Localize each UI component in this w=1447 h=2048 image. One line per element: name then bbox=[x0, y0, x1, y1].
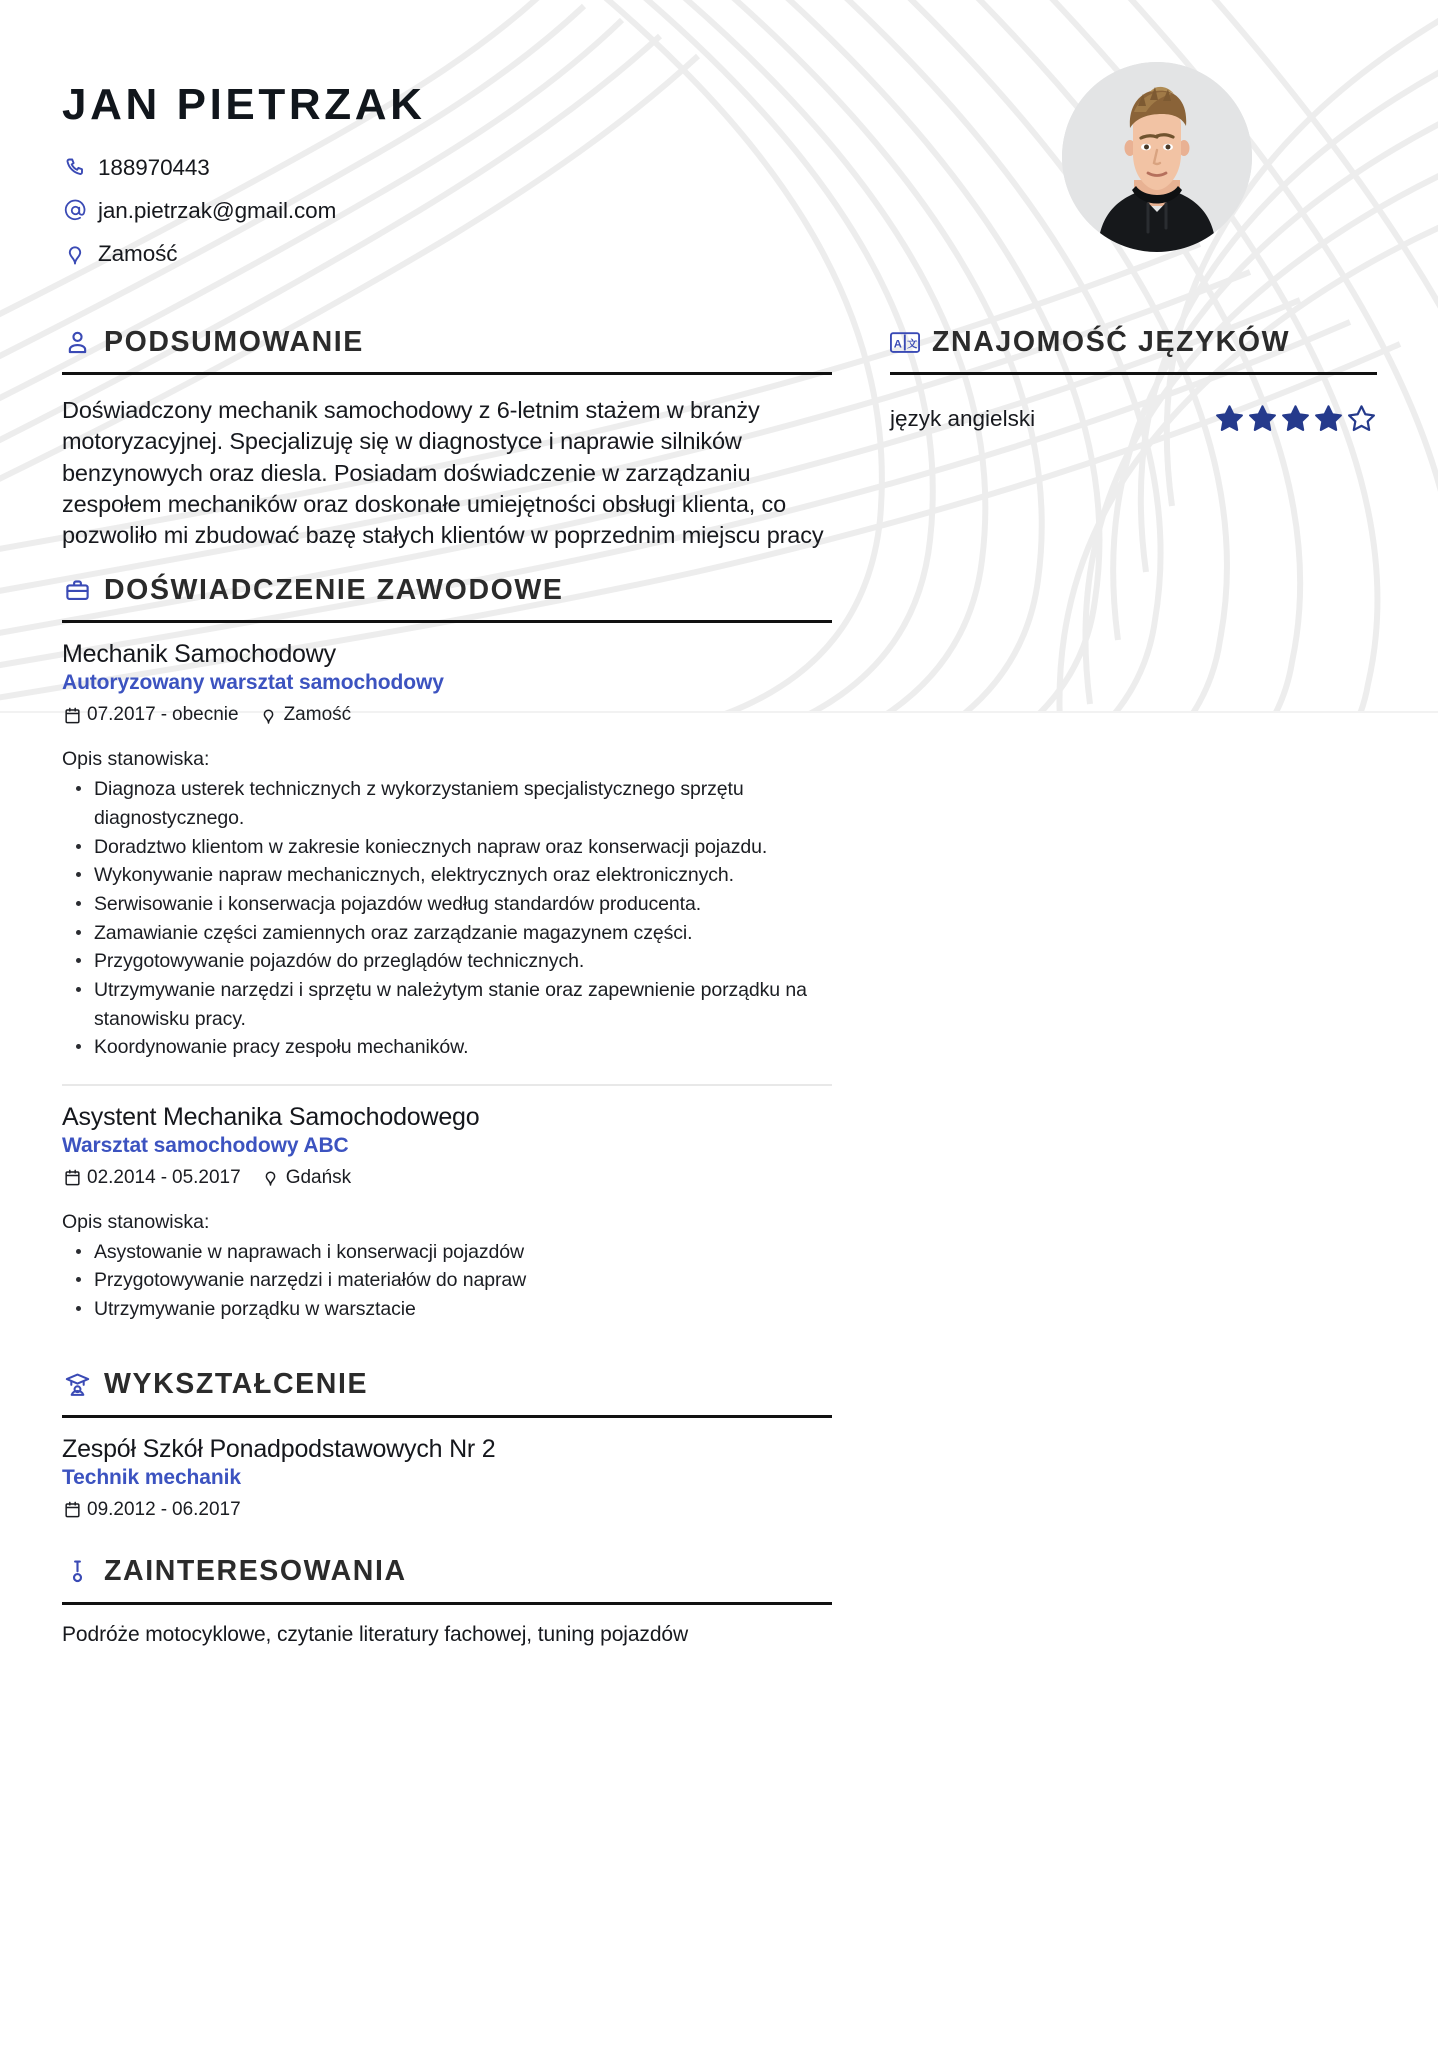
section-rule bbox=[62, 372, 832, 375]
svg-text:A: A bbox=[893, 338, 902, 351]
job-company: Autoryzowany warsztat samochodowy bbox=[62, 671, 444, 695]
section-rule bbox=[62, 1602, 832, 1605]
star-icon bbox=[1313, 403, 1344, 434]
calendar-icon bbox=[62, 1168, 82, 1188]
education-date-to: 06.2017 bbox=[172, 1498, 241, 1520]
star-icon bbox=[1247, 403, 1278, 434]
contact-location bbox=[62, 232, 1447, 275]
avatar bbox=[1062, 62, 1252, 252]
section-title-summary: PODSUMOWANIE bbox=[104, 325, 364, 358]
email-icon bbox=[62, 198, 88, 224]
list-item: Utrzymywanie narzędzi i sprzętu w należytym stanie oraz zapewnienie porządku na stanowisku pracy. bbox=[62, 976, 832, 1033]
person-icon bbox=[62, 327, 92, 357]
job-date-to: obecnie bbox=[172, 704, 239, 726]
language-item bbox=[890, 403, 1377, 434]
list-item: Zamawianie części zamiennych oraz zarządzanie magazynem części. bbox=[62, 919, 832, 948]
education-dates bbox=[62, 1499, 241, 1521]
briefcase-icon bbox=[62, 575, 92, 605]
star-icon bbox=[1280, 403, 1311, 434]
calendar-icon bbox=[62, 1500, 82, 1520]
star-outline-icon bbox=[1346, 403, 1377, 434]
interests-text: Podróże motocyklowe, czytanie literatury fachowej, tuning pojazdów bbox=[62, 1622, 689, 1646]
section-experience bbox=[62, 569, 832, 1324]
study-field: Technik mechanik bbox=[62, 1465, 241, 1489]
job-date-sep: - bbox=[160, 704, 168, 726]
page-title: JAN PIETRZAK bbox=[62, 80, 426, 129]
svg-text:文: 文 bbox=[906, 338, 918, 351]
job-date-from: 07.2017 bbox=[87, 704, 156, 726]
education-date-sep: - bbox=[160, 1498, 168, 1520]
education-date-from: 09.2012 bbox=[87, 1498, 156, 1520]
section-interests bbox=[62, 1551, 832, 1647]
job-date-from: 02.2014 bbox=[87, 1166, 156, 1188]
section-title-interests: ZAINTERESOWANIA bbox=[104, 1555, 407, 1588]
page-right-margin bbox=[1438, 0, 1447, 2048]
job-dates bbox=[62, 1167, 241, 1189]
job-date-to: 05.2017 bbox=[172, 1166, 241, 1188]
job-location-value: Zamość bbox=[283, 704, 352, 726]
cv-header bbox=[0, 0, 1447, 275]
email-value: jan.pietrzak@gmail.com bbox=[98, 197, 337, 223]
graduation-cap-icon bbox=[62, 1370, 92, 1400]
list-item: Serwisowanie i konserwacja pojazdów według standardów producenta. bbox=[62, 890, 832, 919]
list-item: Asystowanie w naprawach i konserwacji pojazdów bbox=[62, 1238, 832, 1267]
section-languages bbox=[890, 321, 1377, 434]
job-position: Mechanik Samochodowy bbox=[62, 640, 336, 669]
language-rating bbox=[1214, 403, 1377, 434]
job-location-value: Gdańsk bbox=[285, 1166, 352, 1188]
language-name: język angielski bbox=[890, 405, 1036, 431]
job-date-sep: - bbox=[160, 1166, 168, 1188]
list-item: Doradztwo klientom w zakresie koniecznych napraw oraz konserwacji pojazdu. bbox=[62, 833, 832, 862]
location-pin-icon bbox=[259, 705, 279, 725]
section-title-education: WYKSZTAŁCENIE bbox=[104, 1368, 369, 1401]
job-desc-label: Opis stanowiska: bbox=[62, 748, 210, 771]
job-bullets bbox=[62, 1238, 832, 1324]
list-item: Koordynowanie pracy zespołu mechaników. bbox=[62, 1033, 832, 1062]
school-name: Zespół Szkół Ponadpodstawowych Nr 2 bbox=[62, 1434, 496, 1463]
education-entry bbox=[62, 1418, 832, 1521]
interests-icon bbox=[62, 1557, 92, 1587]
job-location bbox=[261, 1167, 351, 1189]
list-item: Przygotowywanie narzędzi i materiałów do napraw bbox=[62, 1266, 832, 1295]
section-title-languages: ZNAJOMOŚĆ JĘZYKÓW bbox=[932, 325, 1291, 358]
job-desc-label: Opis stanowiska: bbox=[62, 1210, 210, 1233]
location-value: Zamość bbox=[98, 240, 178, 266]
job-meta bbox=[62, 704, 832, 726]
location-pin-icon bbox=[261, 1168, 281, 1188]
job-dates bbox=[62, 704, 239, 726]
phone-value: 188970443 bbox=[98, 154, 210, 180]
list-item: Utrzymywanie porządku w warsztacie bbox=[62, 1295, 832, 1324]
job-meta bbox=[62, 1167, 832, 1189]
list-item: Wykonywanie napraw mechanicznych, elektrycznych oraz elektronicznych. bbox=[62, 861, 832, 890]
phone-icon bbox=[62, 155, 88, 181]
experience-entry bbox=[62, 623, 832, 1062]
list-item: Diagnoza usterek technicznych z wykorzystaniem specjalistycznego sprzętu diagnostycznego. bbox=[62, 775, 832, 832]
job-bullets bbox=[62, 775, 832, 1062]
experience-entry bbox=[62, 1086, 832, 1324]
summary-text: Doświadczony mechanik samochodowy z 6-letnim stażem w branży motoryzacyjnej. Specjalizuję się w diagnostyce i naprawie silników benzynowych oraz diesla. Posiadam doświadczenie w zarządzaniu zespołem mechaników oraz doskonałe umiejętności obsługi klienta, co pozwoliło mi zbudować bazę stałych klientów w poprzednim miejscu pracy bbox=[62, 397, 824, 548]
job-company: Warsztat samochodowy ABC bbox=[62, 1133, 349, 1157]
star-icon bbox=[1214, 403, 1245, 434]
job-location bbox=[259, 704, 352, 726]
section-summary bbox=[62, 321, 832, 551]
location-pin-icon bbox=[62, 241, 88, 267]
section-title-experience: DOŚWIADCZENIE ZAWODOWE bbox=[104, 573, 564, 606]
section-rule bbox=[890, 372, 1377, 375]
job-position: Asystent Mechanika Samochodowego bbox=[62, 1102, 480, 1131]
section-education bbox=[62, 1364, 832, 1521]
translate-icon bbox=[890, 327, 920, 357]
calendar-icon bbox=[62, 705, 82, 725]
list-item: Przygotowywanie pojazdów do przeglądów technicznych. bbox=[62, 947, 832, 976]
education-meta bbox=[62, 1499, 832, 1521]
